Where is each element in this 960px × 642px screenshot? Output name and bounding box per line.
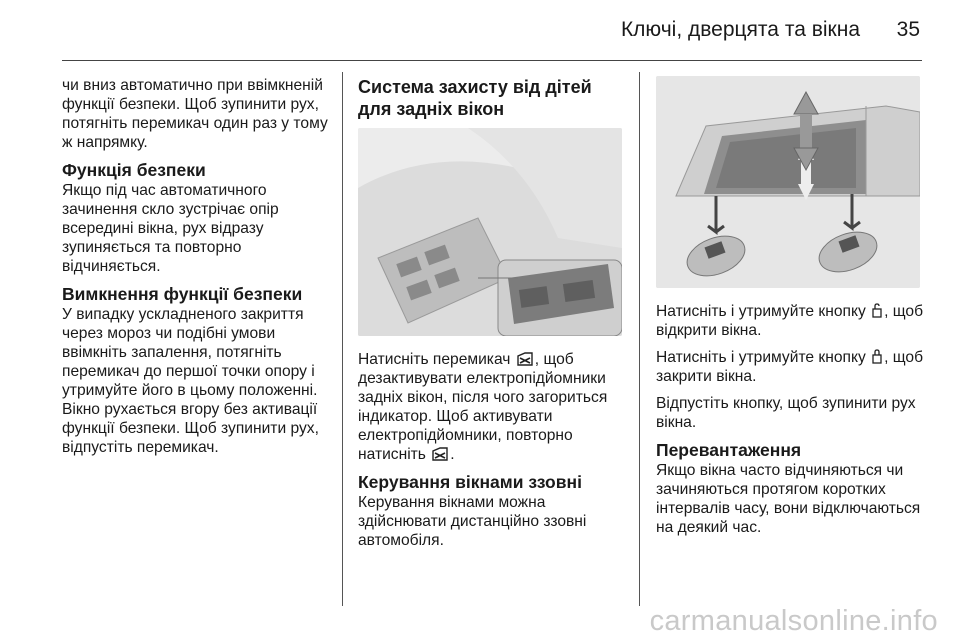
child-lock-window-icon-2	[432, 447, 448, 461]
intro-paragraph: чи вниз автоматично при ввімкненій функції безпеки. Щоб зупинити рух, потягніть перемикач один раз у тому ж напрямку.	[62, 77, 328, 151]
page-title: Ключі, дверцята та вікна	[620, 18, 860, 41]
section-override	[62, 284, 334, 457]
safety-paragraph: Якщо під час автоматичного зачинення скло зустрічає опір всередині вікна, рух відразу зупиняється та повторно відчиняється.	[62, 182, 279, 275]
column-2	[358, 76, 626, 558]
child-lock-text-a: Натисніть перемикач	[358, 351, 511, 368]
open-text-a: Натисніть і утримуйте кнопку	[656, 303, 866, 320]
open-text-b: , щоб відкрити вікна.	[656, 303, 924, 339]
column-divider-1	[342, 72, 343, 606]
child-lock-figure	[358, 128, 622, 336]
column-1	[62, 76, 334, 465]
override-heading: Вимкнення функції безпеки	[62, 284, 303, 304]
section-remote	[358, 472, 626, 550]
section-overload	[656, 440, 926, 537]
page-number: 35	[896, 18, 920, 41]
overload-heading: Перевантаження	[656, 440, 802, 460]
remote-paragraph: Керування вікнами можна здійснювати дистанційно ззовні автомобіля.	[358, 494, 587, 549]
child-lock-text-c: .	[450, 446, 455, 463]
door-switch-illustration	[358, 128, 622, 336]
lock-icon	[872, 349, 882, 364]
safety-heading: Функція безпеки	[62, 160, 206, 180]
open-paragraph	[656, 302, 926, 340]
watermark: carmanualsonline.info	[649, 605, 938, 637]
section-safety	[62, 160, 334, 276]
header-divider	[62, 60, 922, 61]
close-text-b: , щоб закрити вікна.	[656, 349, 924, 385]
close-paragraph	[656, 348, 926, 386]
override-paragraph: У випадку ускладненого закриття через мороз чи подібні умови ввімкніть запалення, потягніть перемикач до першої точки опору і утримуйте його в цьому положенні. Вікно рухається вгору без активації функції безпеки. Щоб зупинити рух, відпустіть перемикач.	[62, 306, 319, 456]
remote-key-illustration	[656, 76, 920, 288]
close-text-a: Натисніть і утримуйте кнопку	[656, 349, 866, 366]
child-lock-text-b: , щоб дезактивувати електропідйомники задніх вікон, після чого загориться індикатор. Щоб активувати електропідйомники, повторно натисніть	[358, 351, 608, 463]
overload-paragraph: Якщо вікна часто відчиняються чи зачиняються протягом коротких інтервалів часу, вони відключаються на деякий час.	[656, 462, 921, 536]
column-3	[656, 76, 926, 545]
column-divider-2	[639, 72, 640, 606]
child-lock-heading: Система захисту від дітей для задніх вікон	[358, 77, 592, 119]
child-lock-paragraph	[358, 350, 626, 464]
unlock-icon	[872, 303, 882, 318]
child-lock-window-icon	[517, 352, 533, 366]
remote-heading: Керування вікнами ззовні	[358, 472, 582, 492]
remote-key-figure	[656, 76, 920, 288]
release-paragraph: Відпустіть кнопку, щоб зупинити рух вікна.	[656, 395, 916, 431]
